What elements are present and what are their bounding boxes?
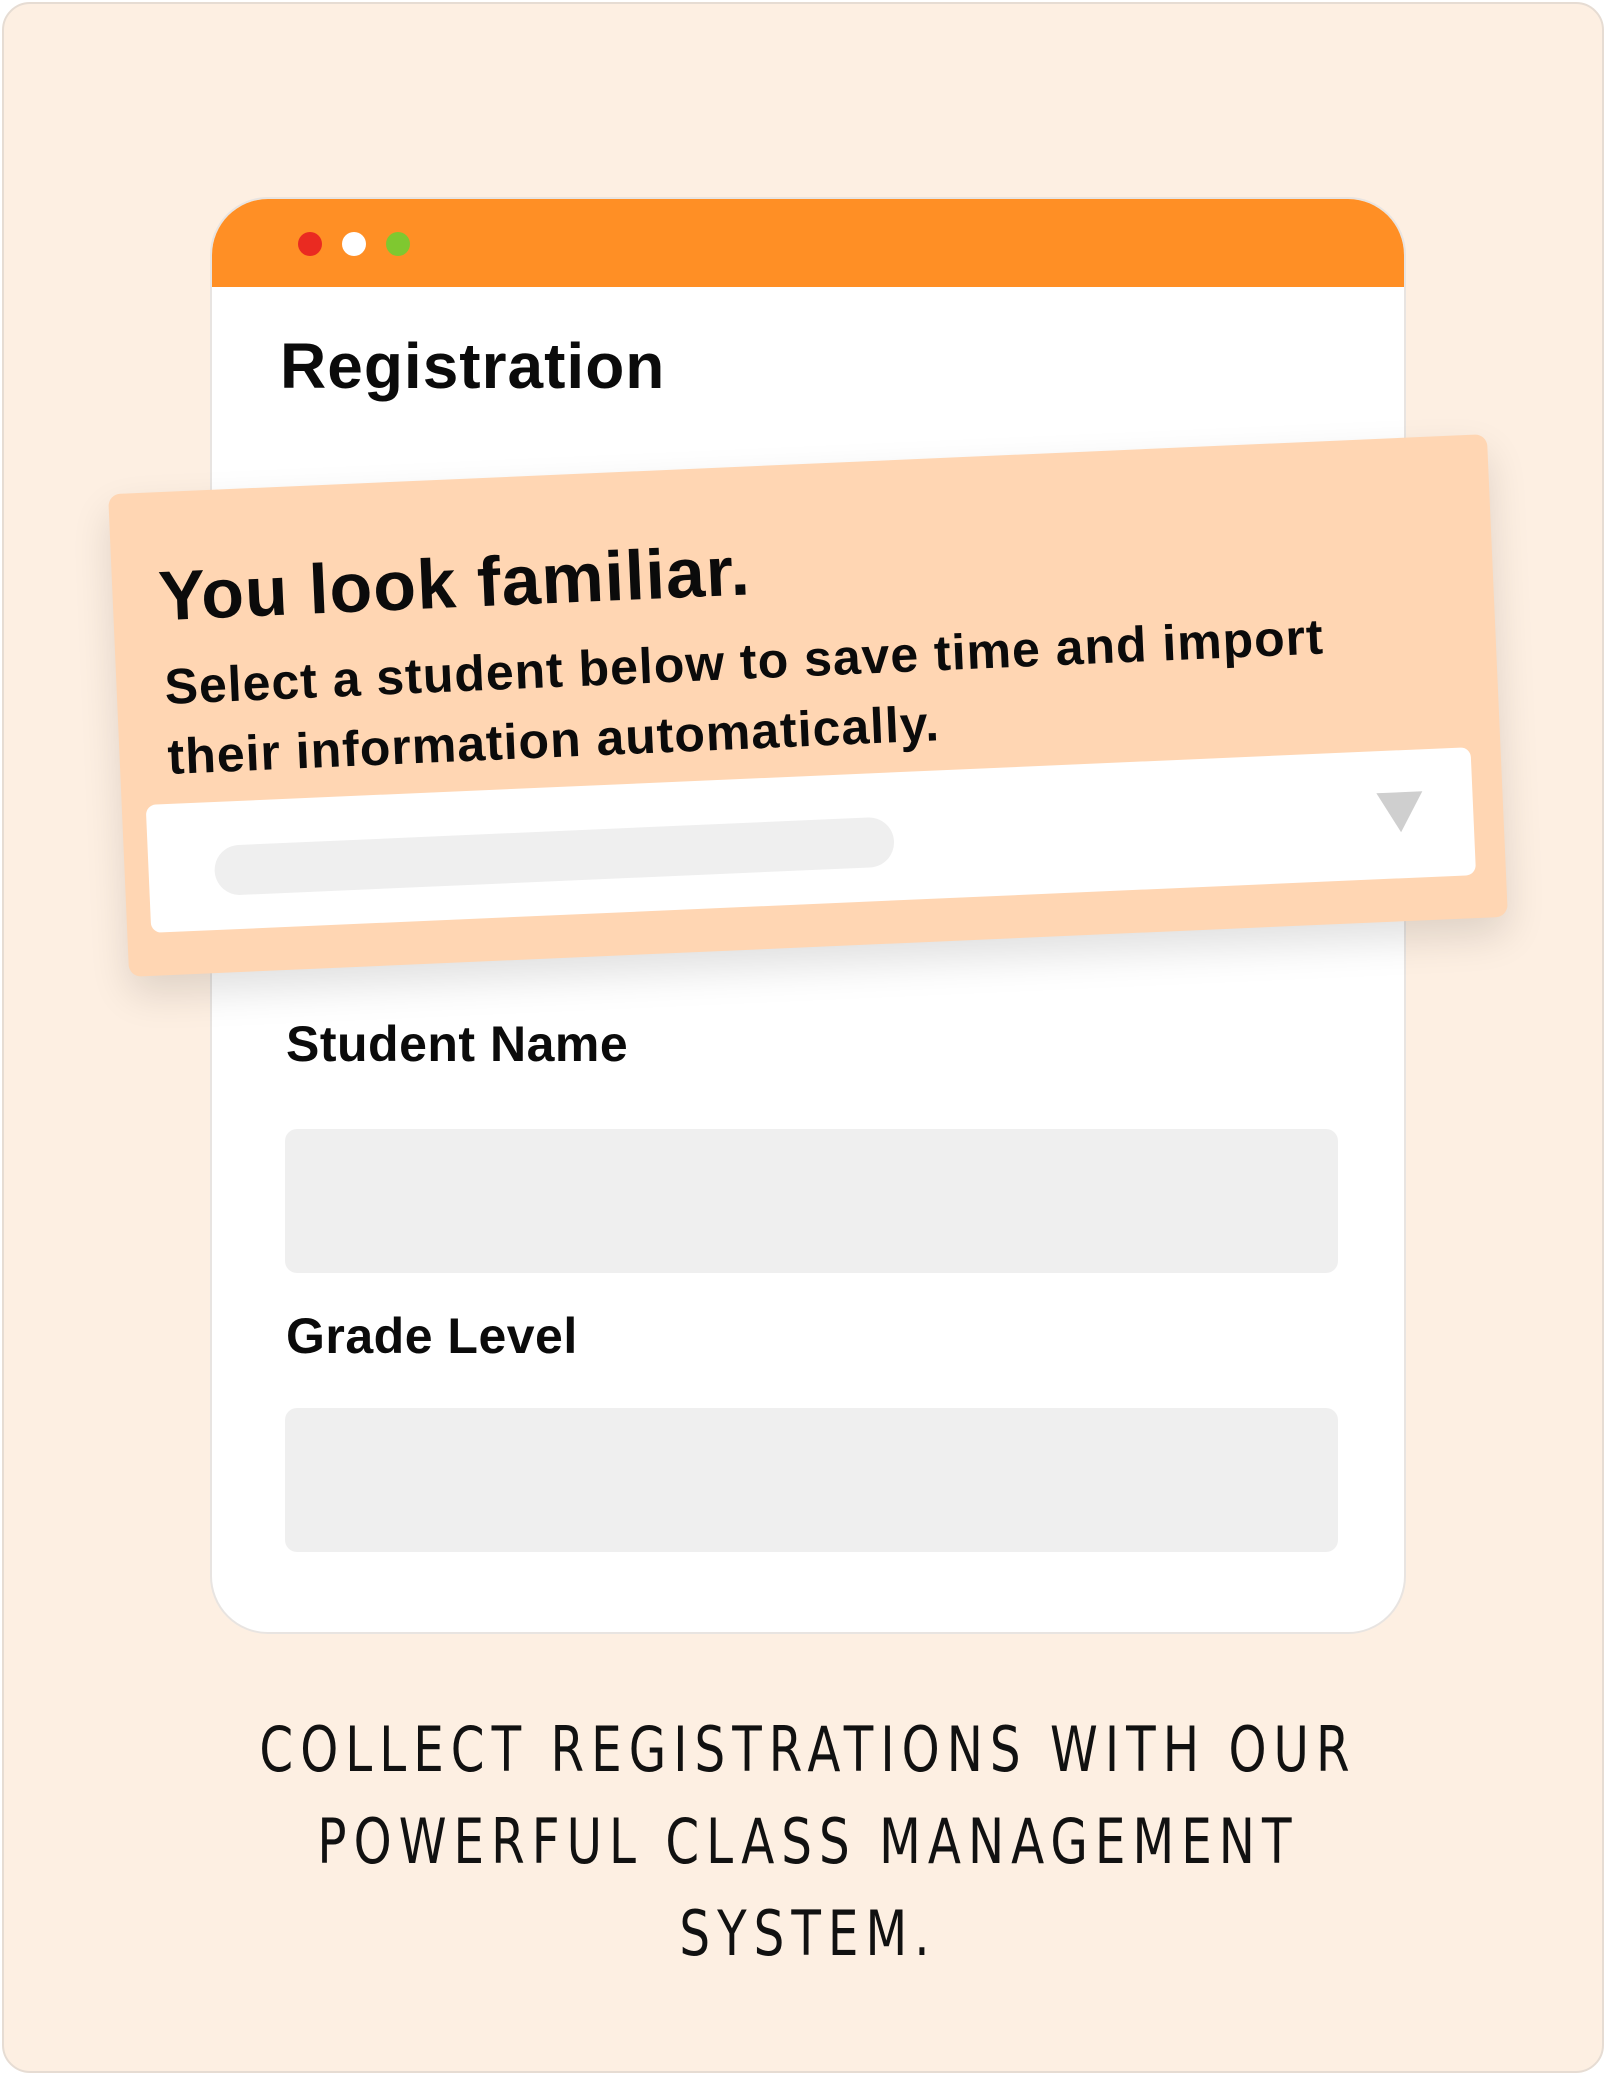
window-titlebar — [212, 199, 1404, 287]
student-name-input[interactable] — [285, 1129, 1338, 1273]
close-window-dot[interactable] — [298, 232, 322, 256]
minimize-window-dot[interactable] — [342, 232, 366, 256]
student-suggestion-popup — [108, 434, 1508, 977]
student-name-label: Student Name — [286, 1016, 629, 1072]
popup-heading: You look familiar. — [156, 531, 753, 636]
grade-level-input[interactable] — [285, 1408, 1338, 1552]
page-title: Registration — [280, 330, 666, 402]
caption-line-2: POWERFUL CLASS MANAGEMENT SYSTEM. — [317, 1805, 1299, 1970]
marketing-caption — [181, 1704, 1435, 1980]
popup-message: Select a student below to save time and import their information automatically. — [163, 608, 1325, 785]
grade-level-label: Grade Level — [286, 1308, 578, 1364]
chevron-down-icon[interactable] — [1376, 791, 1424, 833]
promo-card — [2, 2, 1604, 2073]
maximize-window-dot[interactable] — [386, 232, 410, 256]
select-placeholder-bar — [214, 816, 896, 896]
caption-line-1: COLLECT REGISTRATIONS WITH OUR — [259, 1713, 1357, 1786]
